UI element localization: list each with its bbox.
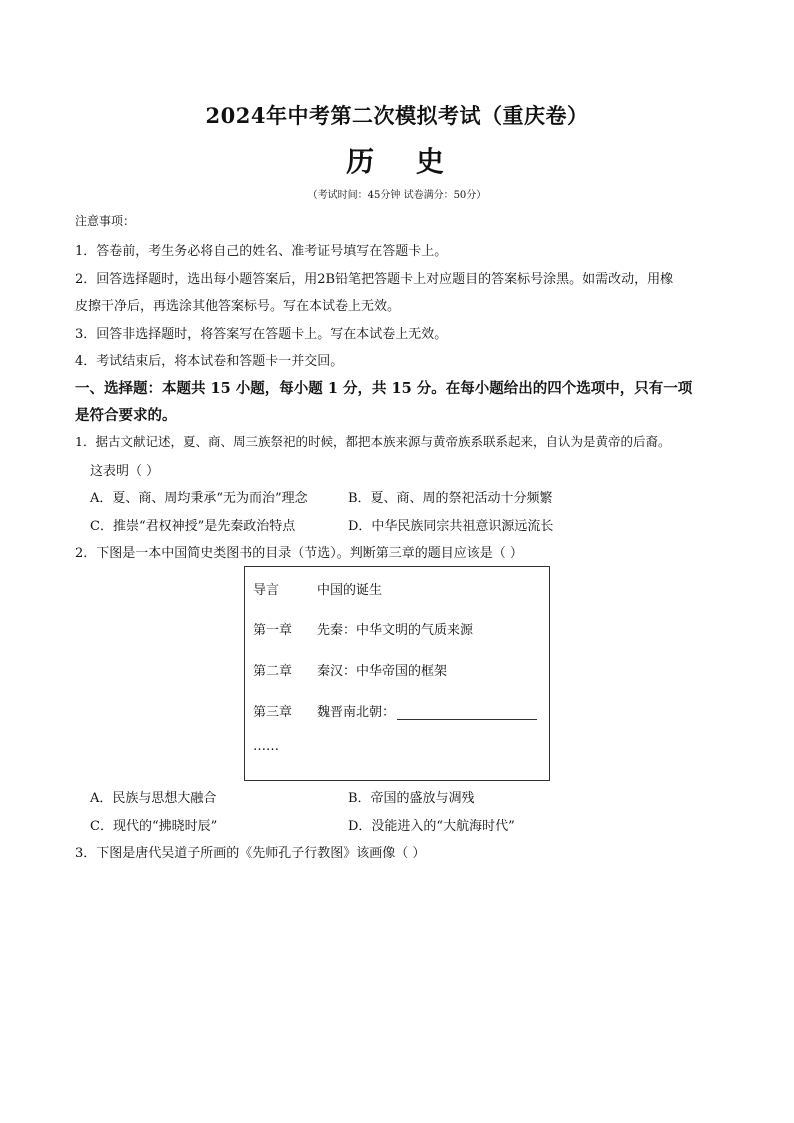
notice-item-2: 2．回答选择题时，选出每小题答案后，用2B铅笔把答题卡上对应题目的答案标号涂黑。如需改动，用橡 (75, 272, 674, 287)
toc-text: 魏晋南北朝： (317, 705, 396, 720)
q1-option-c: C．推崇“君权神授”是先秦政治特点 (90, 519, 296, 534)
notice-item-3: 3．回答非选择题时，将答案写在答题卡上。写在本试卷上无效。 (75, 327, 448, 342)
subject-title (0, 140, 794, 180)
toc-text: 中国的诞生 (317, 583, 383, 598)
toc-figure (244, 566, 550, 781)
q2-option-b: B．帝国的盛放与凋残 (348, 791, 475, 806)
q1-stem-cont: 这表明（ ） (90, 464, 160, 479)
section-heading-line2: 是符合要求的。 (75, 407, 177, 424)
exam-title: 2024年中考第二次模拟考试（重庆卷） (205, 103, 589, 128)
toc-ellipsis: …… (253, 739, 279, 754)
toc-label: 第二章 (253, 664, 293, 679)
toc-row-chapter-3 (253, 701, 537, 720)
notice-heading: 注意事项： (75, 214, 136, 228)
answer-blank (397, 706, 537, 720)
toc-label: 第三章 (253, 705, 293, 720)
q2-option-c: C．现代的“拂晓时辰” (90, 819, 218, 834)
notice-item-1: 1．答卷前，考生务必将自己的姓名、准考证号填写在答题卡上。 (75, 244, 448, 259)
toc-text: 秦汉：中华帝国的框架 (317, 664, 448, 679)
q2-stem: 2．下图是一本中国简史类图书的目录（节选）。判断第三章的题目应该是（ ） (75, 546, 523, 561)
toc-label: 第一章 (253, 623, 293, 638)
q1-stem: 1．据古文献记述，夏、商、周三族祭祀的时候，都把本族来源与黄帝族系联系起来，自认为是黄帝的后裔。 (75, 434, 671, 449)
notice-item-2-cont: 皮擦干净后，再选涂其他答案标号。写在本试卷上无效。 (75, 299, 401, 314)
q2-option-a: A．民族与思想大融合 (90, 791, 217, 806)
exam-info: （考试时间：45分钟 试卷满分：50分） (307, 190, 487, 201)
subject-char-1: 历 (346, 145, 379, 178)
q2-option-d: D．没能进入的“大航海时代” (348, 819, 515, 834)
toc-row-chapter-2 (253, 660, 447, 679)
toc-row-intro (253, 579, 382, 598)
notice-item-4: 4．考试结束后，将本试卷和答题卡一并交回。 (75, 354, 344, 369)
toc-row-chapter-1 (253, 619, 473, 638)
toc-text: 先秦：中华文明的气质来源 (317, 623, 474, 638)
q1-option-a: A．夏、商、周均秉承“无为而治”理念 (90, 491, 308, 506)
subject-char-2: 史 (415, 145, 448, 178)
q1-option-b: B．夏、商、周的祭祀活动十分频繁 (348, 491, 553, 506)
q1-option-d: D．中华民族同宗共祖意识源远流长 (348, 519, 554, 534)
toc-label: 导言 (253, 583, 280, 598)
q3-stem: 3．下图是唐代吴道子所画的《先师孔子行教图》该画像（ ） (75, 846, 426, 861)
section-heading-line1: 一、选择题：本题共 15 小题，每小题 1 分，共 15 分。在每小题给出的四个选项中，只有一项 (75, 380, 693, 397)
